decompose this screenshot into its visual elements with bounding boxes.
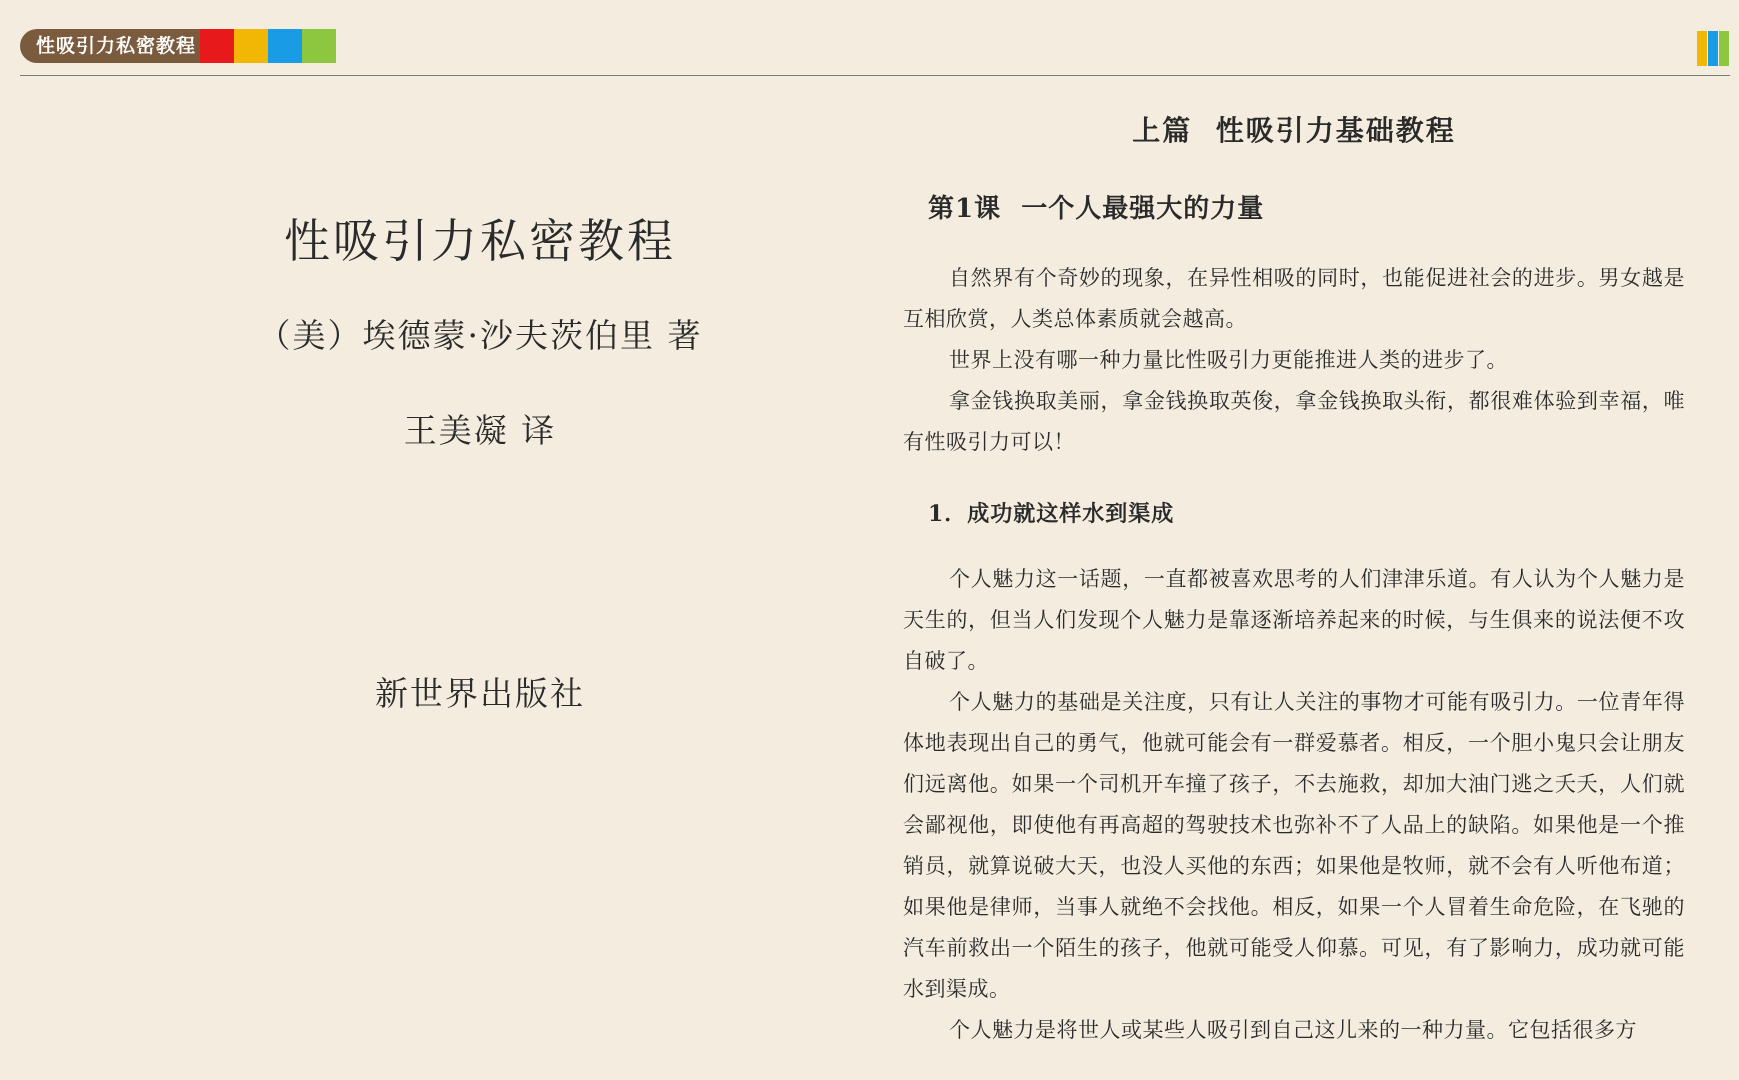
content-page (903, 80, 1685, 1080)
bookmark-stripe-green (1719, 31, 1729, 66)
book-translator: 王美凝 译 (403, 411, 557, 450)
paragraph: 个人魅力的基础是关注度，只有让人关注的事物才可能有吸引力。一位青年得体地表现出自己的勇气，他就可能会有一群爱慕者。相反，一个胆小鬼只会让朋友们远离他。如果一个司机开车撞了孩子，不去施救，却加大油门逃之夭夭，人们就会鄙视他，即使他有再高超的驾驶技术也弥补不了人品上的缺陷。如果他是一个推销员，就算说破大天，也没人买他的东西；如果他是牧师，就不会有人听他布道；如果他是律师，当事人就绝不会找他。相反，如果一个人冒着生命危险，在飞驰的汽车前救出一个陌生的孩子，他就可能受人仰慕。可见，有了影响力，成功就可能水到渠成。 (903, 690, 1685, 1001)
swatch-blue (268, 29, 302, 63)
book-brand-tab[interactable] (20, 29, 336, 63)
swatch-yellow (234, 29, 268, 63)
paragraph: 世界上没有哪一种力量比性吸引力更能推进人类的进步了。 (949, 348, 1508, 372)
book-title: 性吸引力私密教程 (284, 214, 676, 268)
part-title: 上篇 性吸引力基础教程 (1132, 114, 1456, 147)
swatch-green (302, 29, 336, 63)
bookmark-icon[interactable] (1697, 31, 1729, 66)
paragraph: 个人魅力这一话题，一直都被喜欢思考的人们津津乐道。有人认为个人魅力是天生的，但当人们发现个人魅力是靠逐渐培养起来的时候，与生俱来的说法便不攻自破了。 (903, 567, 1685, 673)
reader-header (0, 0, 1739, 80)
title-page (0, 80, 870, 1080)
bookmark-stripe-yellow (1697, 31, 1707, 66)
brand-label: 性吸引力私密教程 (20, 29, 200, 63)
book-author: （美）埃德蒙·沙夫茨伯里 著 (257, 316, 703, 355)
paragraph: 自然界有个奇妙的现象，在异性相吸的同时，也能促进社会的进步。男女越是互相欣赏，人类总体素质就会越高。 (903, 266, 1685, 331)
swatch-red (200, 29, 234, 63)
section-title: 1．成功就这样水到渠成 (928, 501, 1175, 527)
paragraph: 个人魅力是将世人或某些人吸引到自己这儿来的一种力量。它包括很多方 (949, 1018, 1637, 1042)
header-divider (20, 75, 1730, 76)
book-publisher: 新世界出版社 (375, 674, 585, 713)
lesson-title: 第1课 一个人最强大的力量 (928, 194, 1265, 224)
paragraph: 拿金钱换取美丽，拿金钱换取英俊，拿金钱换取头衔，都很难体验到幸福，唯有性吸引力可以！ (903, 389, 1685, 454)
section-paragraphs (903, 559, 1685, 1051)
bookmark-stripe-blue (1708, 31, 1718, 66)
intro-paragraphs (903, 258, 1685, 463)
